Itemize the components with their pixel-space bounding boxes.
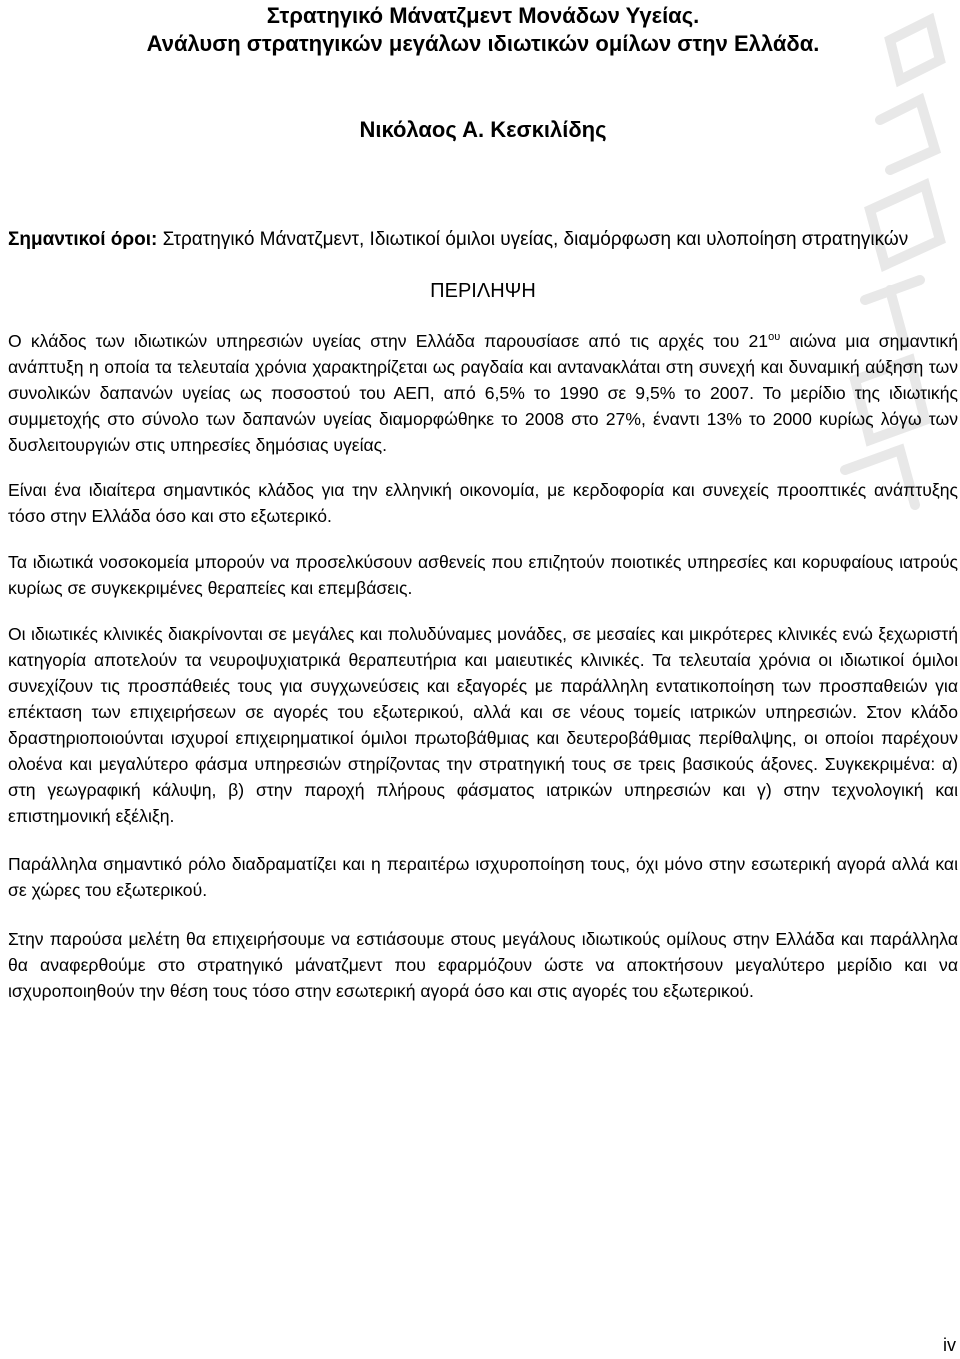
paragraph-2: Είναι ένα ιδιαίτερα σημαντικός κλάδος για την ελληνική οικονομία, με κερδοφορία και συνεχείς προοπτικές ανάπτυξης τόσο στην Ελλάδα όσο και στο εξωτερικό. xyxy=(8,480,958,526)
title-line-2: Ανάλυση στρατηγικών μεγάλων ιδιωτικών ομίλων στην Ελλάδα. xyxy=(146,31,820,56)
paragraph-1-superscript: ου xyxy=(768,331,781,344)
paragraph-4: Οι ιδιωτικές κλινικές διακρίνονται σε μεγάλες και πολυδύναμες μονάδες, σε μεσαίες και μικρότερες κλινικές ενώ ξεχωριστή κατηγορία αποτελούν τα νευροψυχιατρικά θεραπευτήρια και μαιευτικές κλινικές. Τα τελευταία χρόνια οι ιδιωτικοί όμιλοι συνεχίζουν τις προσπάθειές τους για συγχωνεύσεις και εξαγορές με παράλληλη εντατικοποίηση των προσπαθειών για επέκταση των επιχειρήσεων σε αγορές του εξωτερικού, αλλά και σε νέους τομείς ιατρικών υπηρεσιών. Στον κλάδο δραστηριοποιούνται ισχυροί επιχειρηματικοί όμιλοι πρωτοβάθμιας και δευτεροβάθμιας περίθαλψης, οι οποίοι παρέχουν ολοένα και μεγαλύτερο φάσμα υπηρεσιών στηρίζοντας την στρατηγική τους σε τρεις βασικούς άξονες. Συγκεκριμένα: α) στη γεωγραφική κάλυψη, β) στην παροχή πλήρους φάσματος ιατρικών υπηρεσιών και γ) στην τεχνολογική και επιστημονική εξέλιξη. xyxy=(8,624,958,826)
paragraph-1-part-b: αιώνα μια σημαντική ανάπτυξη η οποία τα τελευταία χρόνια χαρακτηρίζεται ως ραγδαία και αντανακλάται στη συνεχή και δυναμική αύξηση των συνολικών δαπανών υγείας ως ποσοστού του ΑΕΠ, από 6,5% το 1990 σε 9,5% το 2007. Το μερίδιο της ιδιωτικής συμμετοχής στο σύνολο των δαπανών υγείας διαμορφώθηκε το 2008 στο 27%, έναντι 13% το 2000 κυρίως λόγω των δυσλειτουργιών στις υπηρεσίες δημόσιας υγείας. xyxy=(8,331,958,455)
keywords-label: Σημαντικοί όροι: xyxy=(8,229,158,250)
document-title xyxy=(8,0,958,58)
document-page xyxy=(8,0,958,1004)
keywords xyxy=(8,226,958,253)
paragraph-5: Παράλληλα σημαντικό ρόλο διαδραματίζει και η περαιτέρω ισχυροποίηση τους, όχι μόνο στην εσωτερική αγορά αλλά και σε χώρες του εξωτερικού. xyxy=(8,854,958,900)
paragraph-3: Τα ιδιωτικά νοσοκομεία μπορούν να προσελκύσουν ασθενείς που επιζητούν ποιοτικές υπηρεσίες και κορυφαίους ιατρούς κυρίως σε συγκεκριμένες θεραπείες και επεμβάσεις. xyxy=(8,552,958,598)
paragraph-6: Στην παρούσα μελέτη θα επιχειρήσουμε να εστιάσουμε στους μεγάλους ιδιωτικούς ομίλους στην Ελλάδα και παράλληλα θα αναφερθούμε στο στρατηγικό μάνατζμεντ που εφαρμόζουν ώστε να αποκτήσουν μεγαλύτερο μερίδιο και να ισχυροποιηθούν την θέση τους τόσο στην εσωτερική αγορά όσο και στις αγορές του εξωτερικού. xyxy=(8,929,958,1001)
keywords-text: Στρατηγικό Μάνατζμεντ, Ιδιωτικοί όμιλοι υγείας, διαμόρφωση και υλοποίηση στρατηγικών xyxy=(157,229,909,250)
paragraph-1-part-a: Ο κλάδος των ιδιωτικών υπηρεσιών υγείας στην Ελλάδα παρουσίασε από τις αρχές του 21 xyxy=(8,331,769,351)
title-line-1: Στρατηγικό Μάνατζμεντ Μονάδων Υγείας. xyxy=(266,3,700,28)
abstract-heading: ΠΕΡΙΛΗΨΗ xyxy=(430,280,536,302)
paragraph-1 xyxy=(8,328,958,458)
author-name: Νικόλαος Α. Κεσκιλίδης xyxy=(359,117,607,142)
page-number: iv xyxy=(943,1335,956,1355)
